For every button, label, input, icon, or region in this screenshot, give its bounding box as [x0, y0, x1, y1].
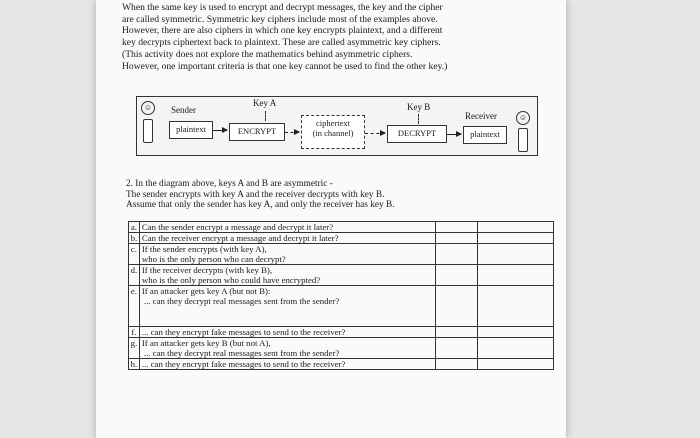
- intro-line: When the same key is used to encrypt and decrypt messages, the key and the cipher: [122, 2, 443, 13]
- question-text: who is the only person who could have encrypted?: [141, 275, 321, 285]
- question-2: [126, 179, 395, 211]
- question-text: If the sender encrypts (with key A),: [141, 244, 267, 254]
- key-a-connector: [265, 111, 267, 121]
- question-line: The sender encrypts with key A and the receiver decrypts with key B.: [126, 189, 385, 200]
- row-letter: g.: [129, 338, 140, 359]
- answer-cell[interactable]: [436, 327, 477, 338]
- key-b-connector: [418, 114, 420, 124]
- sender-label: Sender: [171, 105, 196, 115]
- intro-line: are called symmetric. Symmetric key ciphers include most of the examples above.: [122, 13, 438, 25]
- asymmetric-cipher-diagram: [136, 96, 538, 156]
- answer-table: [128, 221, 554, 370]
- explanation-cell[interactable]: [477, 222, 553, 233]
- question-text: ... can they encrypt fake messages to send to the receiver?: [141, 327, 346, 337]
- question-text: If the receiver decrypts (with key B),: [141, 265, 273, 275]
- answer-cell[interactable]: [436, 233, 477, 244]
- explanation-cell[interactable]: [477, 359, 553, 370]
- row-letter: h.: [129, 359, 140, 370]
- table-row: [129, 244, 554, 265]
- channel-label: (in channel): [312, 128, 354, 138]
- row-question: [139, 338, 436, 359]
- table-row: [129, 338, 554, 359]
- row-question: [139, 244, 436, 265]
- explanation-cell[interactable]: [477, 265, 553, 286]
- row-question: [139, 359, 436, 370]
- answer-cell[interactable]: [436, 222, 477, 233]
- dashed-arrow-icon: [365, 133, 385, 134]
- answer-cell[interactable]: [436, 244, 477, 265]
- table-row: [129, 327, 554, 338]
- intro-line: However, there are also ciphers in which one key encrypts plaintext, and a different: [122, 25, 443, 37]
- row-question: [139, 233, 436, 244]
- intro-line: However, one important criteria is that one key cannot be used to find the other key.): [122, 60, 448, 72]
- row-letter: d.: [129, 265, 140, 286]
- explanation-cell[interactable]: [477, 233, 553, 244]
- intro-paragraph: [122, 2, 562, 72]
- table-row: [129, 359, 554, 370]
- sender-person-icon: [143, 119, 153, 143]
- worksheet-page: [96, 0, 566, 438]
- arrow-right-icon: [213, 130, 227, 131]
- receiver-face-icon: ☺: [516, 111, 530, 125]
- answer-cell[interactable]: [436, 265, 477, 286]
- row-letter: c.: [129, 244, 140, 265]
- intro-line: (This activity does not explore the mathematics behind asymmetric ciphers.: [122, 48, 413, 60]
- ciphertext-label: ciphertext: [316, 118, 350, 128]
- table-row: [129, 286, 554, 327]
- question-text: who is the only person who can decrypt?: [141, 254, 286, 264]
- plaintext-left-box: plaintext: [169, 121, 213, 139]
- question-text: If an attacker gets key A (but not B):: [141, 286, 271, 296]
- answer-cell[interactable]: [436, 286, 477, 327]
- plaintext-right-box: plaintext: [463, 126, 507, 144]
- arrow-right-icon: [447, 134, 461, 135]
- table-row: [129, 265, 554, 286]
- receiver-label: Receiver: [465, 111, 497, 121]
- explanation-cell[interactable]: [477, 244, 553, 265]
- decrypt-box: DECRYPT: [387, 125, 447, 143]
- intro-line: key decrypts ciphertext back to plaintext. These are called asymmetric key ciphers.: [122, 37, 441, 49]
- row-question: [139, 222, 436, 233]
- row-question: [139, 265, 436, 286]
- receiver-person-icon: [518, 128, 528, 152]
- encrypt-box: ENCRYPT: [229, 123, 285, 141]
- channel-box: [301, 115, 365, 149]
- row-letter: f.: [129, 327, 140, 338]
- answer-cell[interactable]: [436, 359, 477, 370]
- row-question: [139, 327, 436, 338]
- question-text: ... can they encrypt fake messages to send to the receiver?: [141, 359, 346, 369]
- explanation-cell[interactable]: [477, 286, 553, 327]
- table-row: [129, 233, 554, 244]
- answer-cell[interactable]: [436, 338, 477, 359]
- row-letter: e.: [129, 286, 140, 327]
- explanation-cell[interactable]: [477, 327, 553, 338]
- table-row: [129, 222, 554, 233]
- question-text: Can the receiver encrypt a message and decrypt it later?: [141, 233, 339, 243]
- question-line: Assume that only the sender has key A, and only the receiver has key B.: [126, 200, 395, 210]
- row-letter: b.: [129, 233, 140, 244]
- row-letter: a.: [129, 222, 140, 233]
- explanation-cell[interactable]: [477, 338, 553, 359]
- question-line: 2. In the diagram above, keys A and B are asymmetric -: [126, 179, 333, 189]
- row-question: [139, 286, 436, 327]
- question-text: Can the sender encrypt a message and decrypt it later?: [141, 222, 334, 232]
- key-b-label: Key B: [407, 102, 431, 112]
- question-text: If an attacker gets key B (but not A),: [141, 338, 271, 348]
- dashed-arrow-icon: [285, 132, 299, 133]
- sender-face-icon: ☺: [141, 101, 155, 115]
- question-text: ... can they decrypt real messages sent from the sender?: [143, 348, 340, 358]
- key-a-label: Key A: [253, 98, 277, 108]
- question-text: ... can they decrypt real messages sent from the sender?: [143, 296, 340, 306]
